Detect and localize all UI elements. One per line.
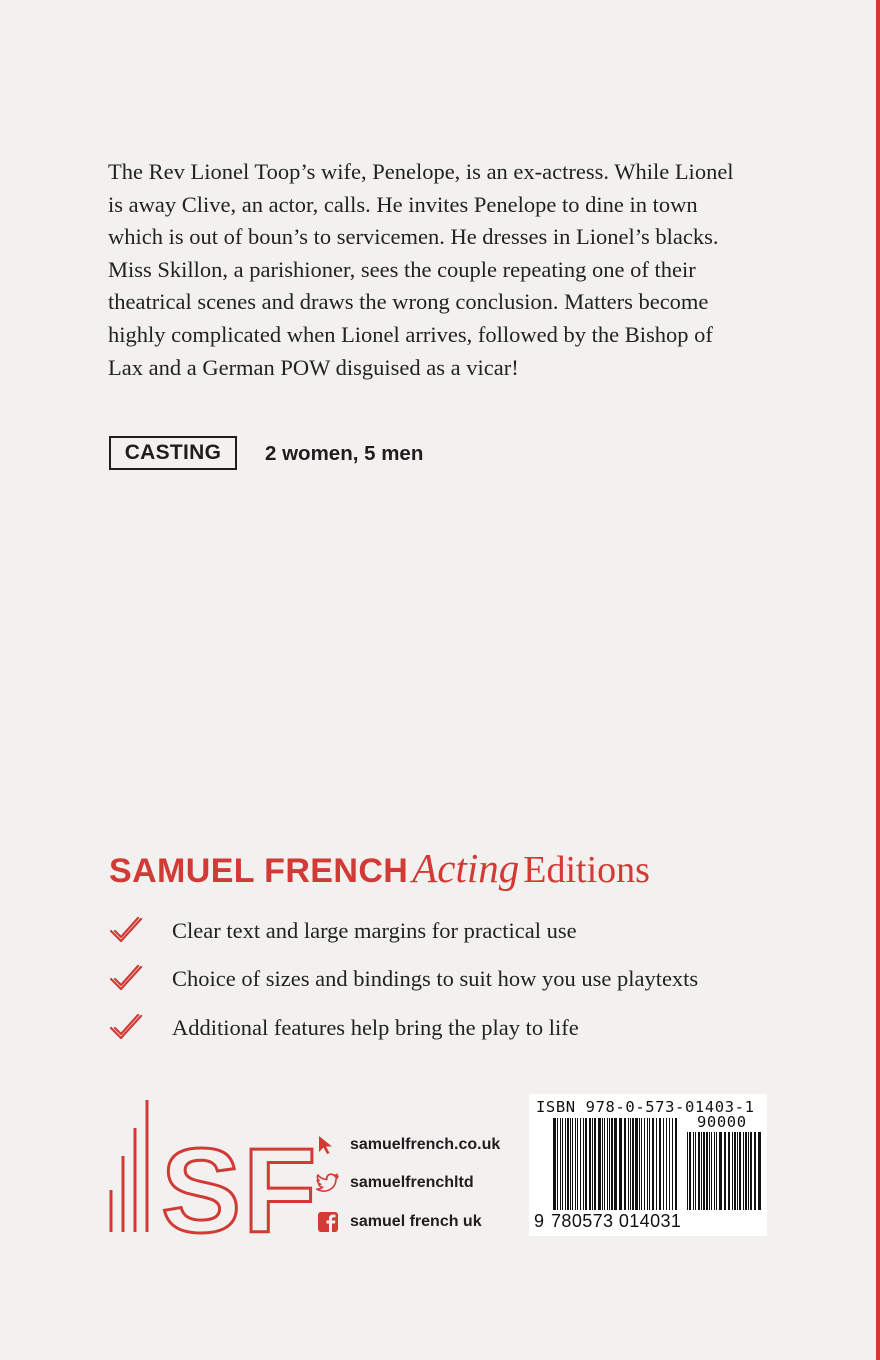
barcode-bar xyxy=(624,1118,626,1210)
feature-text: Clear text and large margins for practical use xyxy=(172,918,577,943)
website-text: samuelfrench.co.uk xyxy=(350,1136,501,1153)
barcode-bars xyxy=(553,1118,677,1210)
feature-list xyxy=(0,910,880,1060)
barcode-bar xyxy=(714,1132,715,1210)
barcode-bar xyxy=(592,1118,593,1210)
barcode-bar xyxy=(553,1118,556,1210)
series-acting: Acting xyxy=(412,845,520,891)
series-publisher: SAMUEL FRENCH xyxy=(109,852,409,890)
barcode-bar xyxy=(748,1132,749,1210)
barcode-bar xyxy=(641,1118,642,1210)
barcode-bar xyxy=(743,1132,744,1210)
barcode-bar xyxy=(669,1118,670,1210)
feature-text: Additional features help bring the play to life xyxy=(172,1015,579,1040)
barcode-bar xyxy=(739,1132,741,1210)
barcode-bar xyxy=(560,1118,561,1210)
barcode-bar xyxy=(732,1132,733,1210)
price-code: 90000 xyxy=(697,1113,747,1131)
barcode-bar xyxy=(758,1132,761,1210)
barcode-bar xyxy=(580,1118,581,1210)
barcode-bar xyxy=(656,1118,657,1210)
addon-barcode-bars xyxy=(687,1132,763,1210)
checkmark-icon xyxy=(108,914,144,946)
twitter-text: samuelfrenchltd xyxy=(350,1174,474,1191)
barcode-bar xyxy=(675,1118,677,1210)
series-editions: Editions xyxy=(523,849,650,891)
feature-item xyxy=(108,910,808,954)
cursor-icon xyxy=(316,1134,340,1156)
isbn-barcode xyxy=(529,1094,767,1236)
barcode-bar xyxy=(565,1118,566,1210)
logo-monogram: SF xyxy=(161,1124,319,1258)
barcode-bar xyxy=(649,1118,650,1210)
facebook-text: samuel french uk xyxy=(350,1213,482,1230)
barcode-bar xyxy=(663,1118,664,1210)
series-title xyxy=(109,843,650,902)
barcode-bar xyxy=(734,1132,736,1210)
barcode-bar xyxy=(719,1132,722,1210)
barcode-bar xyxy=(737,1132,738,1210)
barcode-bar xyxy=(706,1132,708,1210)
barcode-bar xyxy=(672,1118,673,1210)
facebook-link[interactable] xyxy=(316,1209,556,1237)
barcode-bar xyxy=(632,1118,634,1210)
facebook-icon xyxy=(316,1211,340,1233)
barcode-bar xyxy=(689,1132,691,1210)
barcode-bar xyxy=(709,1132,710,1210)
barcode-bar xyxy=(562,1118,563,1210)
barcode-bar xyxy=(728,1132,730,1210)
barcode-bar xyxy=(570,1118,571,1210)
barcode-bar xyxy=(647,1118,648,1210)
barcode-bar xyxy=(659,1118,661,1210)
checkmark-icon xyxy=(108,962,144,994)
checkmark-icon xyxy=(108,1011,144,1043)
barcode-bar xyxy=(594,1118,596,1210)
feature-text: Choice of sizes and bindings to suit how you use playtexts xyxy=(172,966,699,991)
feature-item xyxy=(108,958,808,1002)
website-link[interactable] xyxy=(316,1132,556,1160)
barcode-bar xyxy=(750,1132,752,1210)
barcode-bar xyxy=(652,1118,654,1210)
barcode-bar xyxy=(745,1132,747,1210)
ean-digits: 780573 014031 xyxy=(551,1211,682,1231)
barcode-bar xyxy=(666,1118,667,1210)
red-edge-strip xyxy=(876,0,880,1360)
barcode-bar xyxy=(628,1118,629,1210)
barcode-bar xyxy=(754,1132,756,1210)
barcode-bar xyxy=(614,1118,617,1210)
barcode-bar xyxy=(619,1118,622,1210)
barcode-bar xyxy=(602,1118,603,1210)
barcode-bar xyxy=(716,1132,717,1210)
barcode-bar xyxy=(695,1132,696,1210)
twitter-link[interactable] xyxy=(316,1170,556,1198)
barcode-bar xyxy=(607,1118,608,1210)
barcode-bar xyxy=(583,1118,584,1210)
barcode-bar xyxy=(693,1132,694,1210)
barcode-bar xyxy=(687,1132,688,1210)
feature-item xyxy=(108,1007,808,1051)
barcode-bar xyxy=(639,1118,640,1210)
barcode-bar xyxy=(575,1118,576,1210)
barcode-bar xyxy=(611,1118,613,1210)
barcode-bar xyxy=(598,1118,601,1210)
barcode-bar xyxy=(630,1118,631,1210)
barcode-bar xyxy=(635,1118,638,1210)
twitter-icon xyxy=(316,1172,340,1194)
barcode-bar xyxy=(589,1118,591,1210)
barcode-bar xyxy=(567,1118,569,1210)
casting-value: 2 women, 5 men xyxy=(265,442,424,465)
barcode-bar xyxy=(585,1118,587,1210)
barcode-bar xyxy=(724,1132,726,1210)
casting-label: CASTING xyxy=(109,436,237,470)
barcode-bar xyxy=(609,1118,610,1210)
barcode-bar xyxy=(701,1132,702,1210)
barcode-bar xyxy=(711,1132,712,1210)
barcode-bar xyxy=(703,1132,705,1210)
barcode-bar xyxy=(577,1118,578,1210)
barcode-bar xyxy=(644,1118,645,1210)
synopsis-text: The Rev Lionel Toop’s wife, Penelope, is an ex-actress. While Lionel is away Clive, an actor, calls. He invites Penelope to dine in town which is out of boun’s to servicemen. He dresses in Lionel’s blacks. Miss Skillon, a parishioner, sees the couple repeating one of their theatrical scenes and draws the wrong conclusion. Matters become highly complicated when Lionel arrives, followed by the Bishop of Lax and a German POW disguised as a vicar! xyxy=(108,159,734,380)
isbn-text: ISBN 978-0-573-01403-1 xyxy=(536,1098,755,1116)
ean-lead-digit: 9 xyxy=(534,1211,545,1231)
barcode-bar xyxy=(572,1118,573,1210)
barcode-bar xyxy=(557,1118,558,1210)
barcode-bar xyxy=(604,1118,605,1210)
barcode-bar xyxy=(698,1132,700,1210)
samuel-french-logo xyxy=(109,1098,319,1258)
